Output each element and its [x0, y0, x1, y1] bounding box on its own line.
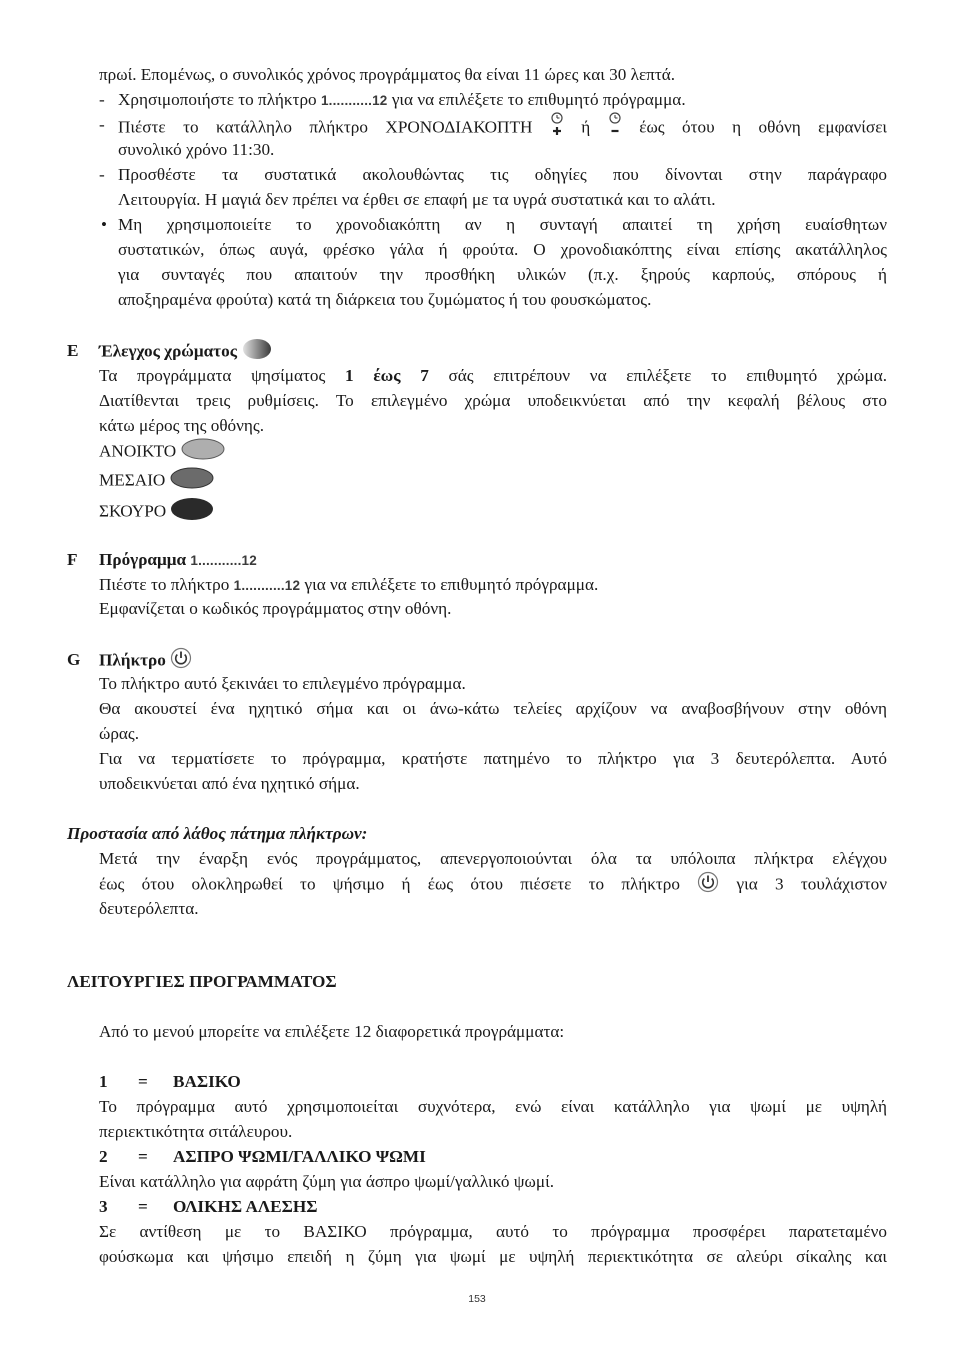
- section-g-line-2: Θα ακουστεί ένα ηχητικό σήμα και οι άνω-κάτω τελείες αρχίζουν να αναβοσβήνουν στην οθόνη: [99, 699, 887, 718]
- program-key-label: 1...........12: [190, 553, 257, 568]
- protection-line-1: Μετά την έναρξη ενός προγράμματος, απενεργοποιούνται όλα τα υπόλοιπα πλήκτρα ελέγχου: [99, 849, 887, 868]
- dash-marker: -: [99, 115, 105, 134]
- section-f-line-2: Εμφανίζεται ο κωδικός προγράμματος στην οθόνη.: [99, 599, 452, 618]
- color-medium-label: ΜΕΣΑΙΟ: [99, 470, 166, 490]
- functions-heading: ΛΕΙΤΟΥΡΓΙΕΣ ΠΡΟΓΡΑΜΜΑΤΟΣ: [67, 972, 337, 991]
- protection-line-2-a: έως ότου ολοκληρωθεί το ψήσιμο ή έως ότου πιέσετε το πλήκτρο: [99, 874, 680, 894]
- color-dark-icon: [170, 496, 216, 529]
- timer-step-1-text-a: Χρησιμοποιήστε το πλήκτρο: [118, 90, 317, 109]
- program-2-eq: =: [138, 1147, 148, 1166]
- section-e-line-1-a: Τα προγράμματα ψησίματος: [99, 366, 326, 385]
- bullet-dot: •: [101, 215, 107, 234]
- section-f-letter: F: [67, 550, 78, 569]
- program-3-line-2: φούσκωμα και ψήσιμο επειδή η ζύμη για ψωμί με υψηλή περιεκτικότητα σε αλεύρι σίκαλης και: [99, 1247, 887, 1266]
- section-g-title: Πλήκτρο: [99, 650, 166, 670]
- dash-marker: -: [99, 90, 105, 109]
- program-3-name: ΟΛΙΚΗΣ ΑΛΕΣΗΣ: [173, 1197, 318, 1216]
- power-icon: [697, 871, 719, 900]
- color-medium-icon: [170, 466, 216, 497]
- program-3-line-1: Σε αντίθεση με το ΒΑΣΙΚΟ πρόγραμμα, αυτό το πρόγραμμα προσφέρει παρατεταμένο: [99, 1222, 887, 1241]
- timer-warning-2: συστατικών, όπως αυγά, φρέσκο γάλα ή φρούτα. Ο χρονοδιακόπτης είναι επίσης ακατάλληλος: [118, 240, 887, 259]
- section-e-line-1-b: σάς επιτρέπουν να επιλέξετε το επιθυμητό χρώμα.: [448, 366, 888, 385]
- program-key-label: 1...........12: [320, 93, 388, 108]
- program-3-num: 3: [99, 1197, 108, 1216]
- timer-warning-4: αποξηραμένα φρούτα) κατά τη διάρκεια του ζυμώματος ή του φουσκώματος.: [118, 290, 652, 309]
- protection-line-2: [99, 871, 887, 900]
- section-e-line-1: [99, 363, 887, 388]
- program-2-num: 2: [99, 1147, 108, 1166]
- dash-marker: -: [99, 165, 105, 184]
- section-g-line-4: Για να τερματίσετε το πρόγραμμα, κρατήστε πατημένο το πλήκτρο για 3 δευτερόλεπτα. Αυτό: [99, 749, 887, 768]
- timer-step-3-cont: Λειτουργία. Η μαγιά δεν πρέπει να έρθει σε επαφή με τα υγρά συστατικά και το αλάτι.: [118, 190, 716, 209]
- section-f-line-1-b: για να επιλέξετε το επιθυμητό πρόγραμμα.: [304, 575, 599, 594]
- timer-warning-1: Μη χρησιμοποιείτε το χρονοδιακόπτη αν η συνταγή απαιτεί τη χρήση ευαίσθητων: [118, 215, 887, 234]
- color-light-icon: [181, 437, 227, 468]
- section-g-line-5: υποδεικνύεται από ένα ηχητικό σήμα.: [99, 774, 360, 793]
- color-medium-row: [99, 466, 216, 497]
- timer-plus-icon: [550, 112, 564, 145]
- program-1-eq: =: [138, 1072, 148, 1091]
- section-g-line-1: Το πλήκτρο αυτό ξεκινάει το επιλεγμένο πρόγραμμα.: [99, 674, 466, 693]
- timer-step-2-text-b: έως ότου η οθόνη εμφανίσει: [639, 117, 888, 137]
- timer-step-2-or: ή: [581, 117, 591, 137]
- program-1-name: ΒΑΣΙΚΟ: [173, 1072, 241, 1091]
- protection-line-3: δευτερόλεπτα.: [99, 899, 199, 918]
- timer-step-2-cont: συνολικό χρόνο 11:30.: [118, 140, 275, 159]
- program-1-line-1: Το πρόγραμμα αυτό χρησιμοποιείται συχνότερα, ενώ είναι κατάλληλο για ψωμί με υψηλή: [99, 1097, 887, 1116]
- section-e-line-1-bold: 1 έως 7: [345, 366, 429, 385]
- functions-intro: Από το μενού μπορείτε να επιλέξετε 12 διαφορετικά προγράμματα:: [99, 1022, 565, 1041]
- section-g-line-3: ώρας.: [99, 724, 139, 743]
- timer-line-1: πρωί. Επομένως, ο συνολικός χρόνος προγράμματος θα είναι 11 ώρες και 30 λεπτά.: [99, 65, 676, 84]
- timer-step-2-text-a: Πιέστε το κατάλληλο πλήκτρο ΧΡΟΝΟΔΙΑΚΟΠΤΗ: [118, 117, 533, 137]
- program-3-eq: =: [138, 1197, 148, 1216]
- timer-warning-3: για συνταγές που απαιτούν την προσθήκη υλικών (π.χ. ξηρούς καρπούς, σπόρους ή: [118, 265, 887, 284]
- program-2-name: ΑΣΠΡΟ ΨΩΜΙ/ΓΑΛΛΙΚΟ ΨΩΜΙ: [173, 1147, 426, 1166]
- timer-minus-icon: [608, 112, 622, 145]
- color-light-label: ΑΝΟΙΚΤΟ: [99, 441, 177, 461]
- page-number: 153: [468, 1293, 486, 1305]
- program-1-num: 1: [99, 1072, 108, 1091]
- section-f-heading: [99, 547, 257, 573]
- program-key-label: 1...........12: [233, 578, 301, 593]
- section-e-line-2: Διατίθενται τρεις ρυθμίσεις. Το επιλεγμένο χρώμα υποδεικνύεται από την κεφαλή βέλους στο: [99, 391, 887, 410]
- program-2-line-1: Είναι κατάλληλο για αφράτη ζύμη για άσπρο ψωμί/γαλλικό ψωμί.: [99, 1172, 555, 1191]
- section-f-title: Πρόγραμμα: [99, 550, 187, 569]
- protection-line-2-b: για 3 τουλάχιστον: [736, 874, 887, 894]
- protection-title: Προστασία από λάθος πάτημα πλήκτρων:: [67, 824, 368, 843]
- timer-step-1: [118, 87, 686, 113]
- color-dark-row: [99, 496, 216, 529]
- color-light-row: [99, 437, 227, 468]
- color-dark-label: ΣΚΟΥΡΟ: [99, 501, 167, 521]
- timer-step-1-text-b: για να επιλέξετε το επιθυμητό πρόγραμμα.: [391, 90, 686, 109]
- program-1-line-2: περιεκτικότητα σιτάλευρου.: [99, 1122, 293, 1141]
- section-g-letter: G: [67, 650, 81, 669]
- section-e-letter: E: [67, 341, 79, 360]
- timer-step-3: Προσθέστε τα συστατικά ακολουθώντας τις οδηγίες που δίνονται στην παράγραφο: [118, 165, 887, 184]
- section-f-line-1-a: Πιέστε το πλήκτρο: [99, 575, 230, 594]
- section-e-title: Έλεγχος χρώματος: [99, 341, 237, 361]
- section-e-line-3: κάτω μέρος της οθόνης.: [99, 416, 265, 435]
- section-f-line-1: [99, 572, 598, 598]
